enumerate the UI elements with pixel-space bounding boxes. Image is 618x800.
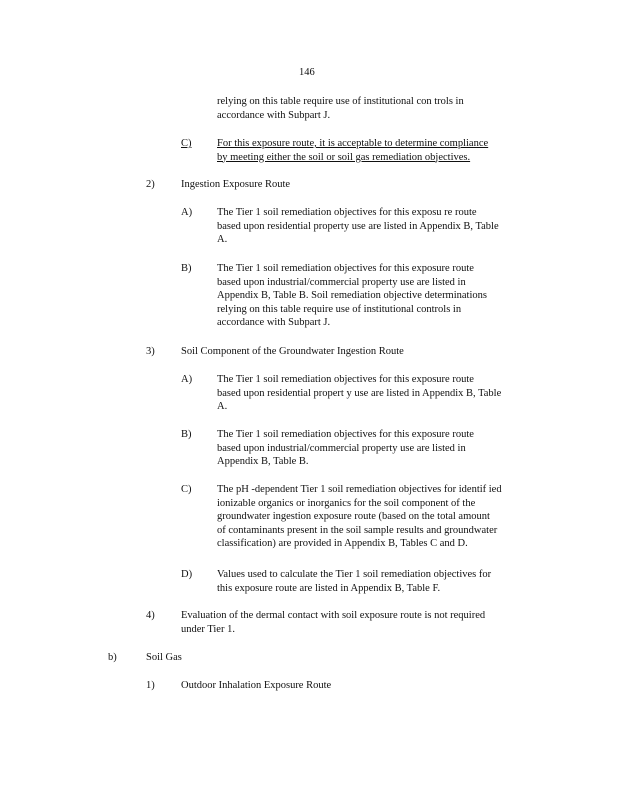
- section-3b-label: B): [181, 429, 192, 440]
- section-3d-label: D): [181, 569, 193, 580]
- continuation-paragraph: relying on this table require use of institutional con trols in accordance with Subpart J.: [217, 96, 464, 121]
- section-3-label: 3): [146, 346, 155, 357]
- section-2-label: 2): [146, 179, 155, 190]
- section-3a-text: The Tier 1 soil remediation objectives for this exposure route based upon residential propert y use are listed in Appendix B, Table A.: [217, 374, 502, 412]
- section-2b-label: B): [181, 263, 192, 274]
- section-2-title: Ingestion Exposure Route: [181, 179, 291, 190]
- item-c-inserted-text: For this exposure route, it is acceptable to determine compliance by meeting either the soil or soil gas remediation objectives.: [217, 138, 489, 163]
- section-3a-label: A): [181, 374, 193, 385]
- page-number: 146: [299, 67, 315, 78]
- section-4-text: Evaluation of the dermal contact with soil exposure route is not required under Tier 1.: [181, 610, 486, 635]
- section-3b-text: The Tier 1 soil remediation objectives for this exposure route based upon industrial/commercial property use are listed in Appendix B, Table B.: [217, 429, 474, 467]
- section-4-label: 4): [146, 610, 155, 621]
- section-b1-label: 1): [146, 680, 155, 691]
- section-2b-text: The Tier 1 soil remediation objectives for this exposure route based upon industrial/commercial property use are listed in Appendix B, Table B. Soil remediation objective determinations relying on this table require use of institutional controls in accordance with Subpart J.: [217, 263, 487, 328]
- section-3d-text: Values used to calculate the Tier 1 soil remediation objectives for this exposure route are listed in Appendix B, Table F.: [217, 569, 492, 594]
- item-c-inserted-label: C): [181, 138, 192, 149]
- section-b-title: Soil Gas: [146, 652, 182, 663]
- section-2a-text: The Tier 1 soil remediation objectives for this exposu re route based upon residential property use are listed in Appendix B, Table A.: [217, 207, 499, 245]
- section-3c-text: The pH -dependent Tier 1 soil remediation objectives for identif ied ionizable organics or inorganics for the soil component of the groundwater ingestion exposure route (based on the total amount of contaminants present in the soil sample results and groundwater classification) are provided in Appendix B, Tables C and D.: [217, 484, 502, 549]
- section-2a-label: A): [181, 207, 193, 218]
- section-3-title: Soil Component of the Groundwater Ingestion Route: [181, 346, 404, 357]
- section-b1-title: Outdoor Inhalation Exposure Route: [181, 680, 332, 691]
- section-3c-label: C): [181, 484, 192, 495]
- section-b-label: b): [108, 652, 117, 663]
